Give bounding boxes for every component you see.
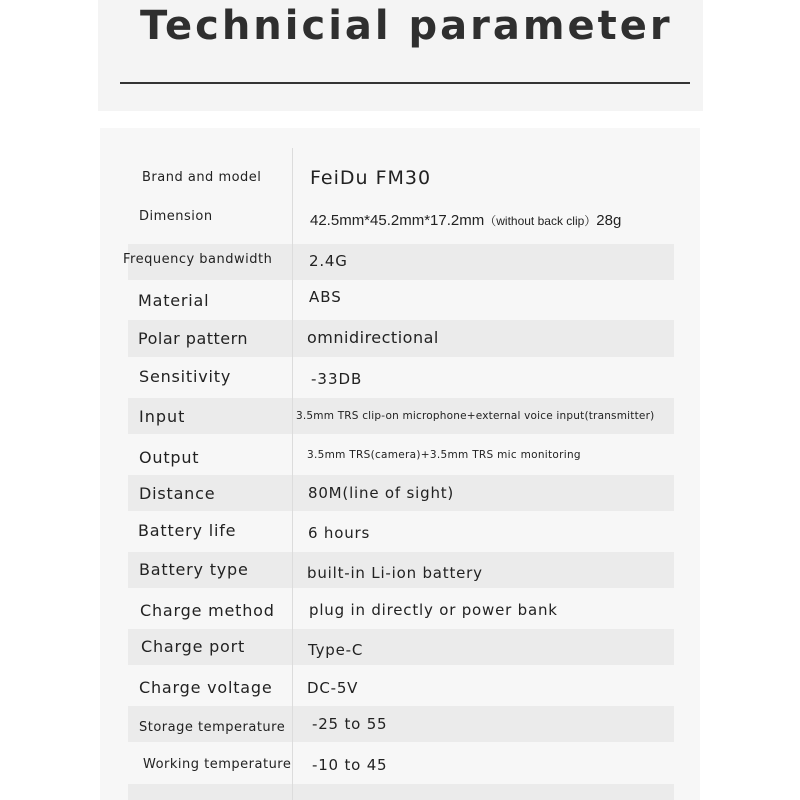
value-distance: 80M(line of sight) (308, 484, 455, 502)
value-material: ABS (309, 288, 342, 306)
value-charge-port: Type-C (308, 641, 364, 659)
value-storage-temperature: -25 to 55 (312, 715, 388, 733)
value-charge-method: plug in directly or power bank (309, 601, 558, 619)
value-battery-life: 6 hours (308, 524, 371, 542)
value-sensitivity: -33DB (311, 370, 363, 388)
label-storage-temperature: Storage temperature (139, 720, 286, 735)
value-dimension-note: （without back clip） (484, 214, 597, 228)
value-dimension-weight: 28g (596, 212, 622, 229)
label-frequency-bandwidth: Frequency bandwidth (123, 252, 273, 267)
label-brand-model: Brand and model (142, 170, 262, 185)
column-divider (292, 148, 293, 800)
label-output: Output (139, 448, 200, 467)
label-working-temperature: Working temperature (143, 757, 292, 772)
value-input: 3.5mm TRS clip-on microphone+external voice input(transmitter) (296, 410, 655, 422)
value-dimension (310, 212, 621, 229)
value-polar-pattern: omnidirectional (307, 328, 439, 347)
label-distance: Distance (139, 484, 216, 503)
label-material: Material (138, 291, 210, 310)
label-polar-pattern: Polar pattern (138, 329, 249, 348)
label-charge-method: Charge method (140, 601, 275, 620)
label-battery-life: Battery life (138, 521, 237, 540)
page-title: Technicial parameter (140, 3, 673, 49)
value-battery-type: built-in Li-ion battery (307, 564, 483, 582)
label-charge-voltage: Charge voltage (139, 678, 273, 697)
label-input: Input (139, 407, 186, 426)
value-frequency-bandwidth: 2.4G (309, 252, 348, 270)
value-dimension-size: 42.5mm*45.2mm*17.2mm (310, 212, 485, 229)
value-output: 3.5mm TRS(camera)+3.5mm TRS mic monitoring (307, 449, 581, 461)
parameter-table (100, 128, 700, 800)
title-underline (120, 82, 690, 84)
value-working-temperature: -10 to 45 (312, 756, 388, 774)
label-sensitivity: Sensitivity (139, 367, 232, 386)
row-band-partial (128, 784, 674, 800)
label-charge-port: Charge port (141, 637, 246, 656)
value-charge-voltage: DC-5V (307, 679, 359, 697)
value-brand-model: FeiDu FM30 (310, 167, 432, 189)
label-dimension: Dimension (139, 209, 213, 224)
label-battery-type: Battery type (139, 560, 249, 579)
